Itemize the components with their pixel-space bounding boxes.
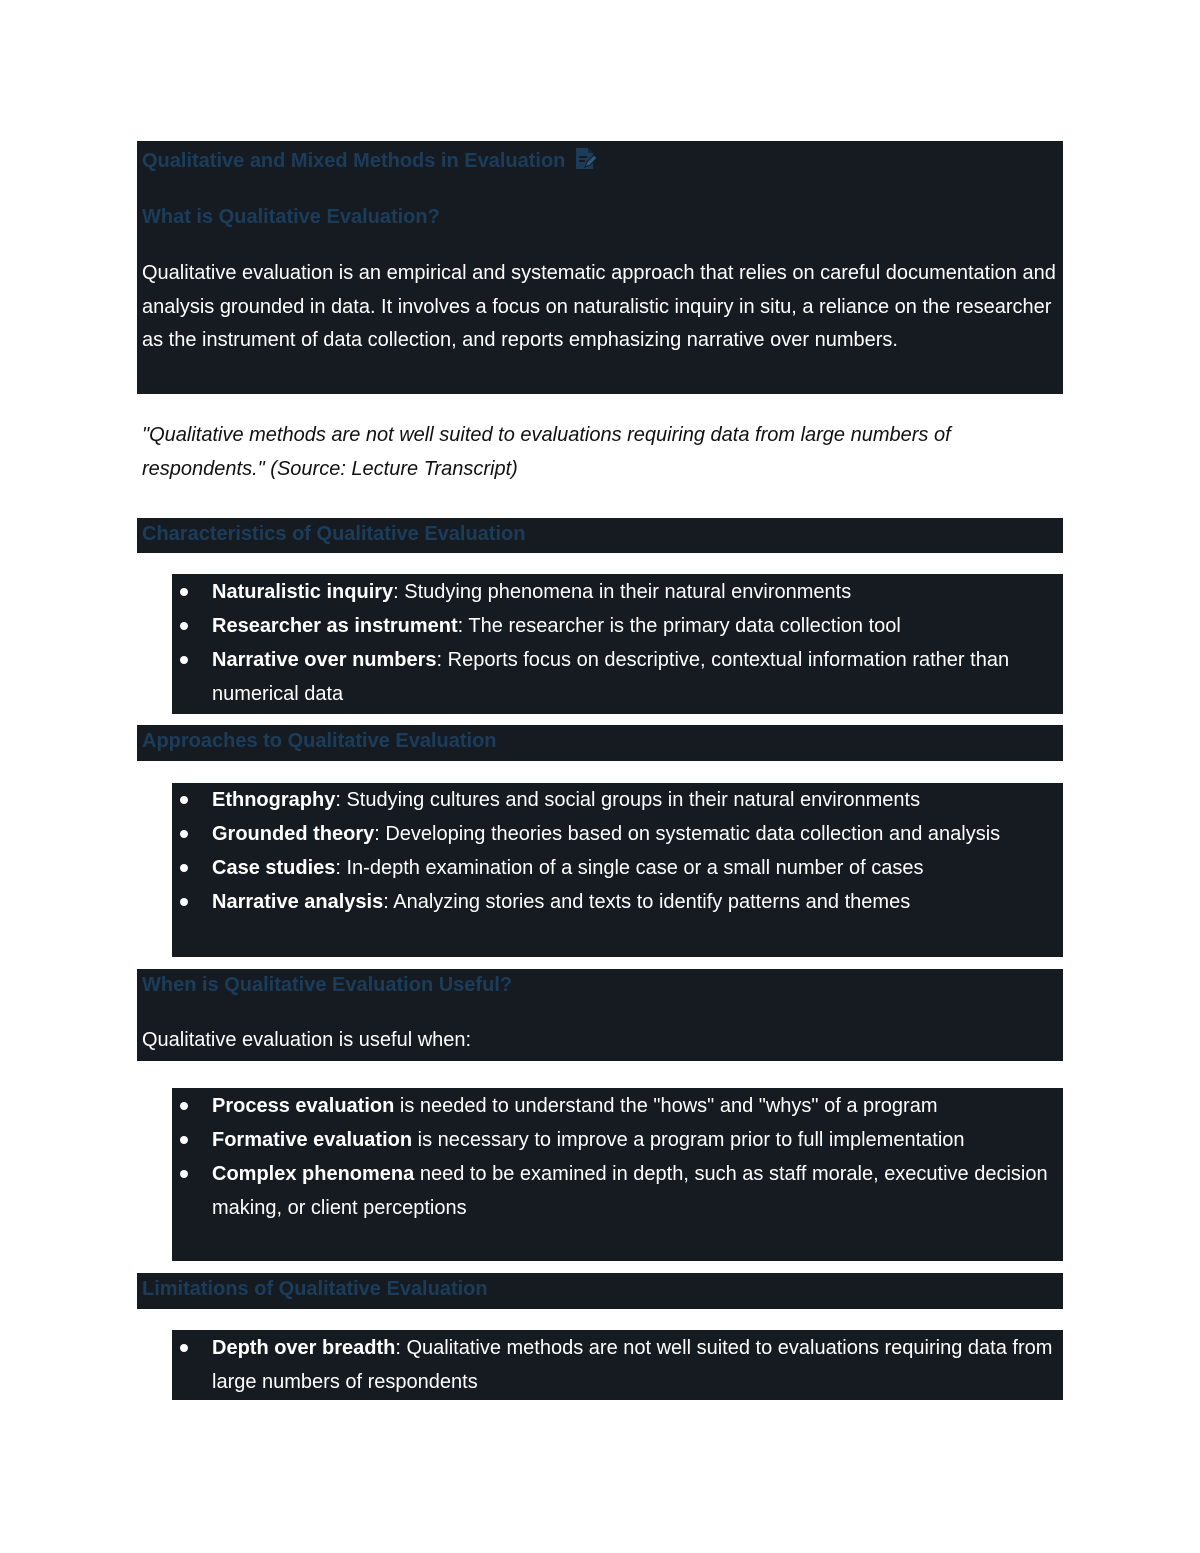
- section-body-useful: Qualitative evaluation is useful when:: [142, 1029, 472, 1051]
- useful-block: [137, 969, 1063, 1061]
- list-item: Narrative analysis: Analyzing stories and texts to identify patterns and themes: [212, 885, 1062, 919]
- bullet-icon: [180, 796, 188, 804]
- bullet-icon: [180, 1136, 188, 1144]
- bullet-icon: [180, 622, 188, 630]
- list-item: Narrative over numbers: Reports focus on descriptive, contextual information rather than numerical data: [212, 643, 1062, 711]
- document-title: Qualitative and Mixed Methods in Evaluation: [142, 147, 597, 178]
- list-item: Complex phenomena need to be examined in depth, such as staff morale, executive decision making, or client perceptions: [212, 1157, 1062, 1225]
- list-item: Researcher as instrument: The researcher is the primary data collection tool: [212, 609, 1062, 643]
- list-item: Ethnography: Studying cultures and social groups in their natural environments: [212, 783, 1062, 817]
- bullet-icon: [180, 1102, 188, 1110]
- bullet-icon: [180, 830, 188, 838]
- lecture-quote: "Qualitative methods are not well suited to evaluations requiring data from large numbers of respondents." (Source: Lecture Transcript): [142, 424, 951, 480]
- document-edit-icon: [573, 147, 597, 178]
- bullet-icon: [180, 656, 188, 664]
- section-heading-approaches: Approaches to Qualitative Evaluation: [142, 730, 497, 752]
- list-item: Formative evaluation is necessary to improve a program prior to full implementation: [212, 1123, 1062, 1157]
- section-heading-limitations: Limitations of Qualitative Evaluation: [142, 1278, 488, 1300]
- approaches-list-block: [172, 783, 1063, 957]
- section-body-what: Qualitative evaluation is an empirical and systematic approach that relies on careful documentation and analysis grounded in data. It involves a focus on naturalistic inquiry in situ, a reliance on the researcher as the instrument of data collection, and reports emphasizing narrative over numbers.: [142, 262, 1056, 351]
- useful-list: [172, 1089, 1062, 1225]
- approaches-list: [172, 783, 1062, 919]
- characteristics-heading-block: [137, 518, 1063, 553]
- section-heading-what: What is Qualitative Evaluation?: [142, 206, 440, 228]
- limitations-list-block: [172, 1330, 1063, 1400]
- section-heading-useful: When is Qualitative Evaluation Useful?: [142, 974, 513, 996]
- approaches-heading-block: [137, 725, 1063, 761]
- limitations-list: [172, 1331, 1062, 1399]
- list-item: Process evaluation is needed to understand the "hows" and "whys" of a program: [212, 1089, 1062, 1123]
- characteristics-list-block: [172, 574, 1063, 714]
- bullet-icon: [180, 898, 188, 906]
- bullet-icon: [180, 588, 188, 596]
- list-item: Naturalistic inquiry: Studying phenomena in their natural environments: [212, 575, 1062, 609]
- section-heading-characteristics: Characteristics of Qualitative Evaluation: [142, 523, 526, 545]
- bullet-icon: [180, 1170, 188, 1178]
- useful-list-block: [172, 1088, 1063, 1261]
- list-item: Grounded theory: Developing theories based on systematic data collection and analysis: [212, 817, 1062, 851]
- intro-block: [137, 141, 1063, 394]
- bullet-icon: [180, 1344, 188, 1352]
- characteristics-list: [172, 575, 1062, 711]
- list-item: Case studies: In-depth examination of a single case or a small number of cases: [212, 851, 1062, 885]
- list-item: Depth over breadth: Qualitative methods are not well suited to evaluations requiring data from large numbers of respondents: [212, 1331, 1062, 1399]
- limitations-heading-block: [137, 1273, 1063, 1309]
- bullet-icon: [180, 864, 188, 872]
